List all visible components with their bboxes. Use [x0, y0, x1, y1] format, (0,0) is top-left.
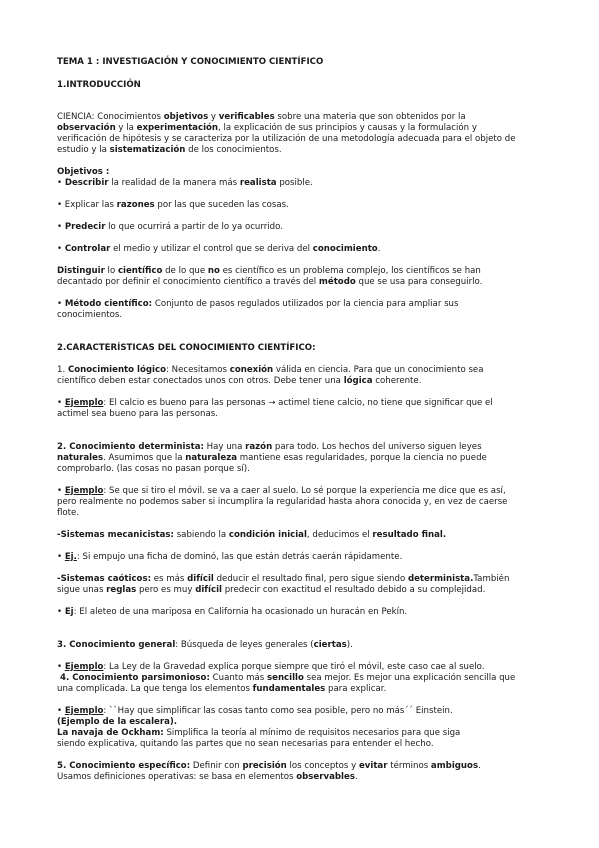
- text-run: Conjunto de pasos regulados utilizados por la ciencia para ampliar sus: [152, 299, 459, 309]
- c1-ej-line: [57, 409, 218, 420]
- text-run: •: [57, 706, 65, 716]
- objetivos-line: [57, 244, 380, 255]
- text-run: : Se que si tiro el móvil. se va a caer al suelo. Lo sé porque la experiencia me dice que es así,: [103, 486, 506, 496]
- text-run: de los conocimientos.: [185, 145, 282, 155]
- objetivos-line: [57, 222, 283, 233]
- text-run: sabiendo la: [173, 530, 229, 540]
- document-title: TEMA 1 : INVESTIGACIÓN Y CONOCIMIENTO CIENTÍFICO: [57, 57, 324, 67]
- text-run: •: [57, 662, 65, 672]
- text-run: verificables: [218, 112, 275, 122]
- text-run: También: [473, 574, 510, 584]
- c4-ej-line: [57, 706, 453, 717]
- text-run: decantado por definir el conocimiento científico a través del: [57, 277, 319, 287]
- text-run: verificación de hipótesis y se caracteriza por la utilización de una metodología adecuada para el objeto de: [57, 134, 516, 144]
- text-run: 3. Conocimiento general: [57, 640, 176, 650]
- text-run: sea mejor. Es mejor una explicación sencilla que: [303, 673, 516, 683]
- c5-line: [57, 761, 481, 772]
- text-run: ambiguos: [430, 761, 479, 771]
- text-run: de lo que: [162, 266, 208, 276]
- text-run: actimel sea bueno para las personas.: [57, 409, 218, 419]
- text-run: CIENCIA: Conocimientos: [57, 112, 164, 122]
- text-run: para explicar.: [325, 684, 387, 694]
- section-heading-introduccion: 1.INTRODUCCIÓN: [57, 80, 141, 90]
- text-run: : Si empujo una ficha de dominó, las que están detrás caerán rápidamente.: [76, 552, 403, 562]
- text-run: Ej.: [64, 552, 77, 562]
- text-run: 1.: [57, 365, 68, 375]
- text-run: válida en ciencia. Para que un conocimiento sea: [273, 365, 484, 375]
- text-run: •: [57, 299, 65, 309]
- c5-line: [57, 772, 358, 783]
- c3-ej-line: [57, 662, 485, 673]
- text-run: reglas: [106, 585, 137, 595]
- text-run: por las que suceden las cosas.: [154, 200, 289, 210]
- text-run: Definir con: [190, 761, 243, 771]
- text-run: comprobarlo. (las cosas no pasan porque sí).: [57, 464, 250, 474]
- text-run: : La Ley de la Gravedad explica porque siempre que tiró el móvil, este caso cae al suelo.: [103, 662, 485, 672]
- text-run: •: [57, 244, 65, 254]
- c1-ej-line: [57, 398, 493, 409]
- text-run: •: [57, 607, 65, 617]
- text-run: ciertas: [313, 640, 347, 650]
- c4-line: [57, 684, 386, 695]
- c2-line: [57, 442, 482, 453]
- text-run: que se usa para conseguirlo.: [355, 277, 483, 287]
- c4-ej-line: [57, 739, 434, 750]
- text-run: mantiene esas regularidades, porque la ciencia no puede: [237, 453, 487, 463]
- text-run: •: [57, 222, 65, 232]
- text-run: ).: [346, 640, 353, 650]
- text-run: Simplifica la teoría al mínimo de requisitos necesarios para que siga: [163, 728, 461, 738]
- text-run: realista: [239, 178, 277, 188]
- text-run: es más: [151, 574, 188, 584]
- text-run: Cuanto más: [209, 673, 267, 683]
- text-run: Ej: [64, 607, 74, 617]
- caoticos-line: [57, 574, 509, 585]
- objetivos-line: [57, 178, 313, 189]
- text-run: experimentación: [136, 123, 219, 133]
- text-run: razón: [245, 442, 273, 452]
- c4-ej-line: [57, 717, 177, 728]
- text-run: Conocimiento lógico: [67, 365, 167, 375]
- text-run: posible.: [276, 178, 313, 188]
- text-run: método: [318, 277, 356, 287]
- text-run: , deducimos el: [306, 530, 373, 540]
- c1-line: [57, 365, 483, 376]
- text-run: Usamos definiciones operativas: se basa en elementos: [57, 772, 297, 782]
- c2-ej-line: [57, 508, 79, 519]
- text-run: naturaleza: [185, 453, 238, 463]
- text-run: Predecir: [64, 222, 106, 232]
- text-run: determinista.: [407, 574, 474, 584]
- text-run: lo que ocurrirá a partir de lo ya ocurrido.: [105, 222, 283, 232]
- text-run: la realidad de la manera más: [108, 178, 240, 188]
- objetivos-heading: Objetivos :: [57, 167, 110, 177]
- c2-ej-line: [57, 497, 507, 508]
- text-run: -Sistemas caóticos:: [57, 574, 152, 584]
- text-run: términos: [387, 761, 431, 771]
- text-run: Ejemplo: [64, 706, 104, 716]
- text-run: • Explicar las: [57, 200, 117, 210]
- c2-line: [57, 453, 487, 464]
- text-run: sigue unas: [57, 585, 107, 595]
- text-run: Hay una: [203, 442, 246, 452]
- text-run: pero es muy: [136, 585, 196, 595]
- text-run: condición inicial: [228, 530, 307, 540]
- text-run: y: [208, 112, 219, 122]
- text-run: La navaja de Ockham:: [57, 728, 164, 738]
- text-run: -Sistemas mecanicistas:: [57, 530, 174, 540]
- text-run: precisión: [242, 761, 287, 771]
- text-run: estudio y la: [57, 145, 110, 155]
- text-run: y la: [115, 123, 137, 133]
- text-run: para todo. Los hechos del universo siguen leyes: [272, 442, 482, 452]
- text-run: •: [57, 486, 65, 496]
- metodo-line: [57, 299, 458, 310]
- text-run: objetivos: [163, 112, 209, 122]
- text-run: 2.: [57, 442, 70, 452]
- distinguir-line: [57, 266, 481, 277]
- text-run: científico: [117, 266, 163, 276]
- section-heading-caracteristicas: 2.CARACTERÍSTICAS DEL CONOCIMIENTO CIENTÍFICO:: [57, 343, 316, 353]
- text-run: deducir el resultado final, pero sigue siendo: [213, 574, 408, 584]
- text-run: conocimiento: [312, 244, 378, 254]
- distinguir-line: [57, 277, 482, 288]
- text-run: conocimientos.: [57, 310, 123, 320]
- c2-line: [57, 464, 250, 475]
- c1-line: [57, 376, 421, 387]
- text-run: no: [207, 266, 220, 276]
- text-run: .: [478, 761, 481, 771]
- ciencia-line: [57, 123, 477, 134]
- text-run: Ejemplo: [64, 662, 104, 672]
- text-run: evitar: [358, 761, 388, 771]
- text-run: .: [377, 244, 381, 254]
- text-run: coherente.: [372, 376, 422, 386]
- text-run: : El calcio es bueno para las personas → actimel tiene calcio, no tiene que significar que el: [103, 398, 493, 408]
- text-run: sencillo: [267, 673, 304, 683]
- mec-ej-line: [57, 552, 402, 563]
- text-run: los conceptos y: [286, 761, 359, 771]
- c4-ej-line: [57, 728, 460, 739]
- text-run: sistematización: [109, 145, 186, 155]
- text-run: fundamentales: [252, 684, 326, 694]
- caoticos-line: [57, 585, 485, 596]
- cao-ej-line: [57, 607, 407, 618]
- text-run: observación: [57, 123, 116, 133]
- text-run: Conocimiento determinista:: [69, 442, 204, 452]
- text-run: . Asumimos que la: [103, 453, 186, 463]
- text-run: .: [354, 772, 358, 782]
- text-run: sobre una materia que son obtenidos por la: [274, 112, 466, 122]
- text-run: predecir con exactitud el resultado debido a su complejidad.: [221, 585, 486, 595]
- text-run: es científico es un problema complejo, los científicos se han: [219, 266, 481, 276]
- text-run: Ejemplo: [64, 398, 104, 408]
- c2-ej-line: [57, 486, 506, 497]
- c3-line: [57, 640, 353, 651]
- ciencia-line: [57, 145, 282, 156]
- ciencia-line: [57, 112, 466, 123]
- text-run: difícil: [195, 585, 222, 595]
- text-run: razones: [116, 200, 155, 210]
- objetivos-line: [57, 200, 289, 211]
- text-run: Ejemplo: [64, 486, 104, 496]
- c4-line: [57, 673, 515, 684]
- text-run: Método científico:: [64, 299, 153, 309]
- text-run: Describir: [64, 178, 109, 188]
- text-run: lo: [104, 266, 118, 276]
- text-run: •: [57, 178, 65, 188]
- text-run: : Necesitamos: [166, 365, 230, 375]
- text-run: difícil: [187, 574, 214, 584]
- text-run: siendo explicativa, quitando las partes que no sean necesarias para entender el hecho.: [57, 739, 434, 749]
- text-run: conexión: [229, 365, 274, 375]
- text-run: flote.: [57, 508, 80, 518]
- text-run: lógica: [343, 376, 373, 386]
- text-run: : Búsqueda de leyes generales (: [175, 640, 314, 650]
- text-run: resultado final.: [372, 530, 447, 540]
- text-run: (Ejemplo de la escalera).: [57, 717, 178, 727]
- text-run: 5. Conocimiento específico:: [57, 761, 191, 771]
- text-run: una complicada. La que tenga los elementos: [57, 684, 253, 694]
- text-run: Distinguir: [57, 266, 105, 276]
- text-run: : El aleteo de una mariposa en California ha ocasionado un huracán en Pekín.: [73, 607, 408, 617]
- text-run: Conocimiento parsimonioso:: [72, 673, 210, 683]
- text-run: 4.: [57, 673, 73, 683]
- text-run: naturales: [57, 453, 104, 463]
- text-run: Controlar: [64, 244, 111, 254]
- mecanicistas-line: [57, 530, 446, 541]
- metodo-line: [57, 310, 122, 321]
- text-run: observables: [296, 772, 355, 782]
- text-run: , la explicación de sus principios y causas y la formulación y: [218, 123, 477, 133]
- ciencia-line: [57, 134, 515, 145]
- text-run: el medio y utilizar el control que se deriva del: [110, 244, 313, 254]
- text-run: científico deben estar conectados unos con otros. Debe tener una: [57, 376, 344, 386]
- text-run: : ``Hay que simplificar las cosas tanto como sea posible, pero no más´´ Einstein.: [103, 706, 453, 716]
- text-run: •: [57, 398, 65, 408]
- text-run: pero realmente no podemos saber si incumplira la regularidad hasta ahora conocida y, en vez de caerse: [57, 497, 508, 507]
- text-run: •: [57, 552, 65, 562]
